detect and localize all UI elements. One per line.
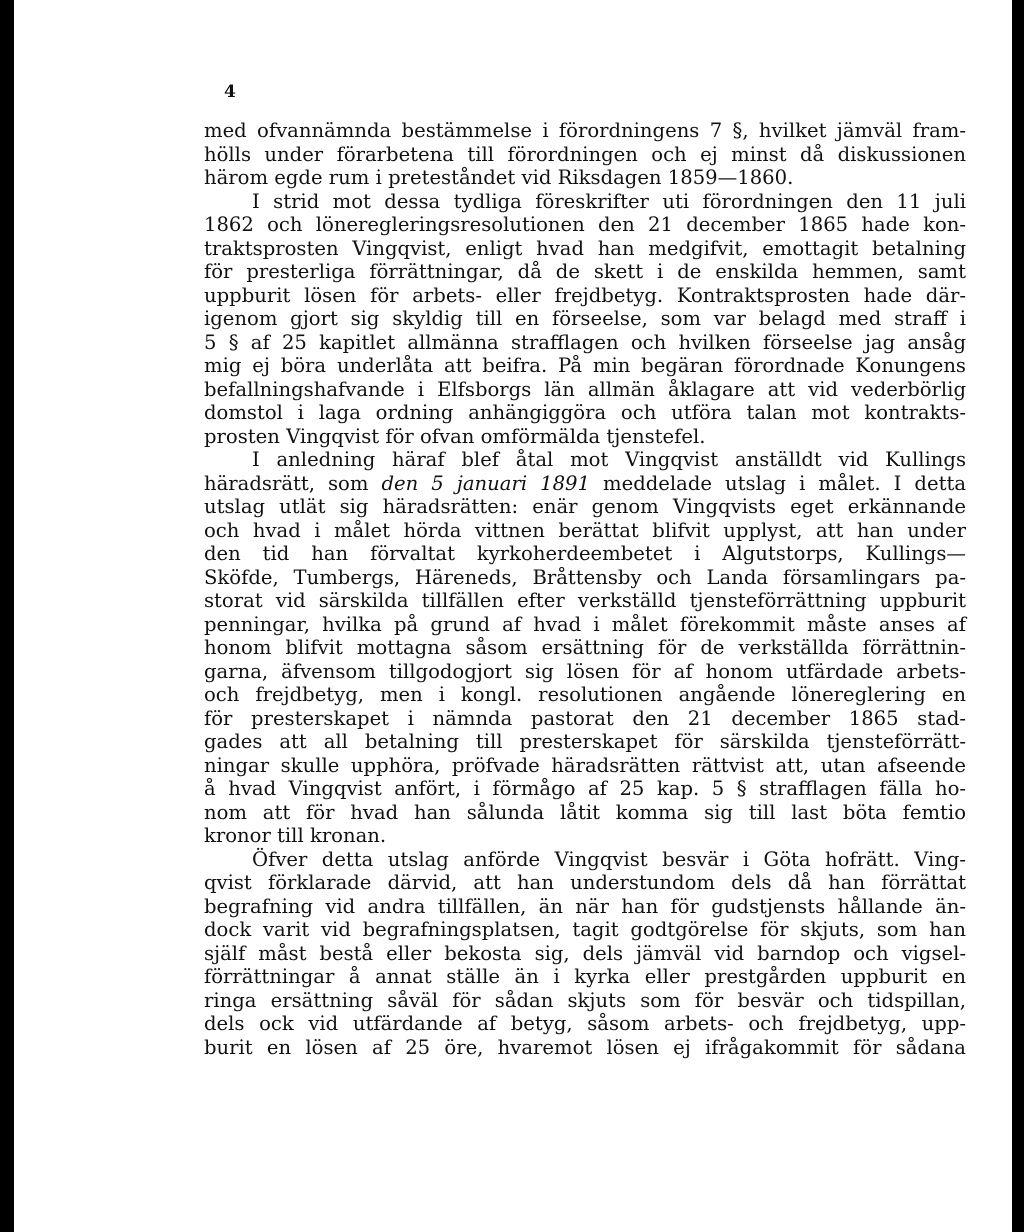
text-fragment: häradsrätt, som [204, 471, 382, 495]
text-line: traktsprosten Vingqvist, enligt hvad han medgifvit, emottagit betalning [204, 236, 966, 260]
text-line: burit en lösen af 25 öre, hvaremot lösen ej ifrågakommit för sådana [204, 1035, 966, 1059]
text-line: gades att all betalning till presterskapet för särskilda tjensteförrätt- [204, 730, 966, 753]
text-line: storat vid särskilda tillfällen efter verkställd tjensteförrättning uppburit [204, 589, 966, 612]
scan-margin-right [1012, 0, 1024, 1232]
text-line: härom egde rum i preteståndet vid Riksdagen 1859—1860. [204, 166, 794, 189]
text-line: dock varit vid begrafningsplatsen, tagit godtgörelse för skjuts, som han [204, 918, 966, 941]
scan-margin-left [0, 0, 14, 1232]
text-line: mig ej böra underlåta att beifra. På min begäran förordnade Konungens [204, 354, 966, 377]
text-line: begrafning vid andra tillfällen, än när han för gudstjensts hållande än- [204, 894, 966, 918]
text-line: och frejdbetyg, men i kongl. resolutionen angående lönereglering en [204, 683, 966, 706]
text-line: å hvad Vingqvist anfört, i förmågo af 25 kap. 5 § strafflagen fälla ho- [204, 777, 966, 800]
text-line: nom att för hvad han sålunda låtit komma sig till last böta femtio [204, 800, 966, 824]
text-line: ringa ersättning såväl för sådan skjuts som för besvär och tidspillan, [204, 988, 966, 1012]
page-number: 4 [224, 82, 236, 102]
text-line: dels ock vid utfärdande af betyg, såsom arbets- och frejdbetyg, upp- [204, 1012, 966, 1035]
text-line: ningar skulle upphöra, pröfvade häradsrätten rättvist att, utan afseende [204, 753, 966, 777]
text-line: domstol i laga ordning anhängiggöra och utföra talan mot kontrakts- [204, 401, 966, 424]
text-line: själf måst bestå eller bekosta sig, dels jämväl vid barndop och vigsel- [204, 941, 966, 965]
text-line: prosten Vingqvist för ofvan omförmälda tjenstefel. [204, 424, 706, 448]
text-line: 5 § af 25 kapitlet allmänna strafflagen och hvilken förseelse jag ansåg [204, 330, 966, 354]
text-line [204, 472, 966, 496]
text-line: den tid han förvaltat kyrkoherdeembetet i Algutstorps, Kullings— [204, 542, 966, 565]
text-line: Sköfde, Tumbergs, Häreneds, Bråttensby och Landa församlingars pa- [204, 565, 966, 589]
text-line: garna, äfvensom tillgodogjort sig lösen för af honom utfärdade arbets- [204, 659, 966, 683]
text-line: för presterskapet i nämnda pastorat den 21 december 1865 stad- [204, 706, 966, 730]
text-line: utslag utlät sig häradsrätten: enär genom Vingqvists eget erkännande [204, 495, 966, 518]
text-line: 1862 och löneregleringsresolutionen den 21 december 1865 hade kon- [204, 213, 966, 236]
text-line: I anledning häraf blef åtal mot Vingqvist anställdt vid Kullings [252, 448, 966, 471]
text-line: uppburit lösen för arbets- eller frejdbetyg. Kontraktsprosten hade där- [204, 283, 966, 307]
text-line: för presterliga förrättningar, då de skett i de enskilda hemmen, samt [204, 260, 966, 283]
text-line: kronor till kronan. [204, 824, 387, 847]
text-line: Öfver detta utslag anförde Vingqvist besvär i Göta hofrätt. Ving- [252, 847, 966, 871]
text-line: befallningshafvande i Elfsborgs län allmän åklagare att vid vederbörlig [204, 377, 966, 401]
text-line: igenom gjort sig skyldig till en förseelse, som var belagd med straff i [204, 307, 966, 330]
text-line: med ofvannämnda bestämmelse i förordningens 7 §, hvilket jämväl fram- [204, 119, 966, 142]
text-line: förrättningar å annat ställe än i kyrka eller prestgården uppburit en [204, 965, 966, 988]
body-text [204, 119, 966, 1059]
text-line: och hvad i målet hörda vittnen berättat blifvit upplyst, att han under [204, 518, 966, 542]
text-line: I strid mot dessa tydliga föreskrifter uti förordningen den 11 juli [252, 189, 966, 213]
italic-date: den 5 januari 1891 [381, 471, 590, 495]
text-line: honom blifvit mottagna såsom ersättning för de verkställda förrättnin- [204, 636, 966, 659]
text-fragment: meddelade utslag i målet. I detta [590, 471, 967, 495]
text-line: hölls under förarbetena till förordningen och ej minst då diskussionen [204, 142, 966, 166]
text-line: qvist förklarade därvid, att han understundom dels då han förrättat [204, 871, 966, 894]
text-line: penningar, hvilka på grund af hvad i målet förekommit måste anses af [204, 612, 966, 636]
